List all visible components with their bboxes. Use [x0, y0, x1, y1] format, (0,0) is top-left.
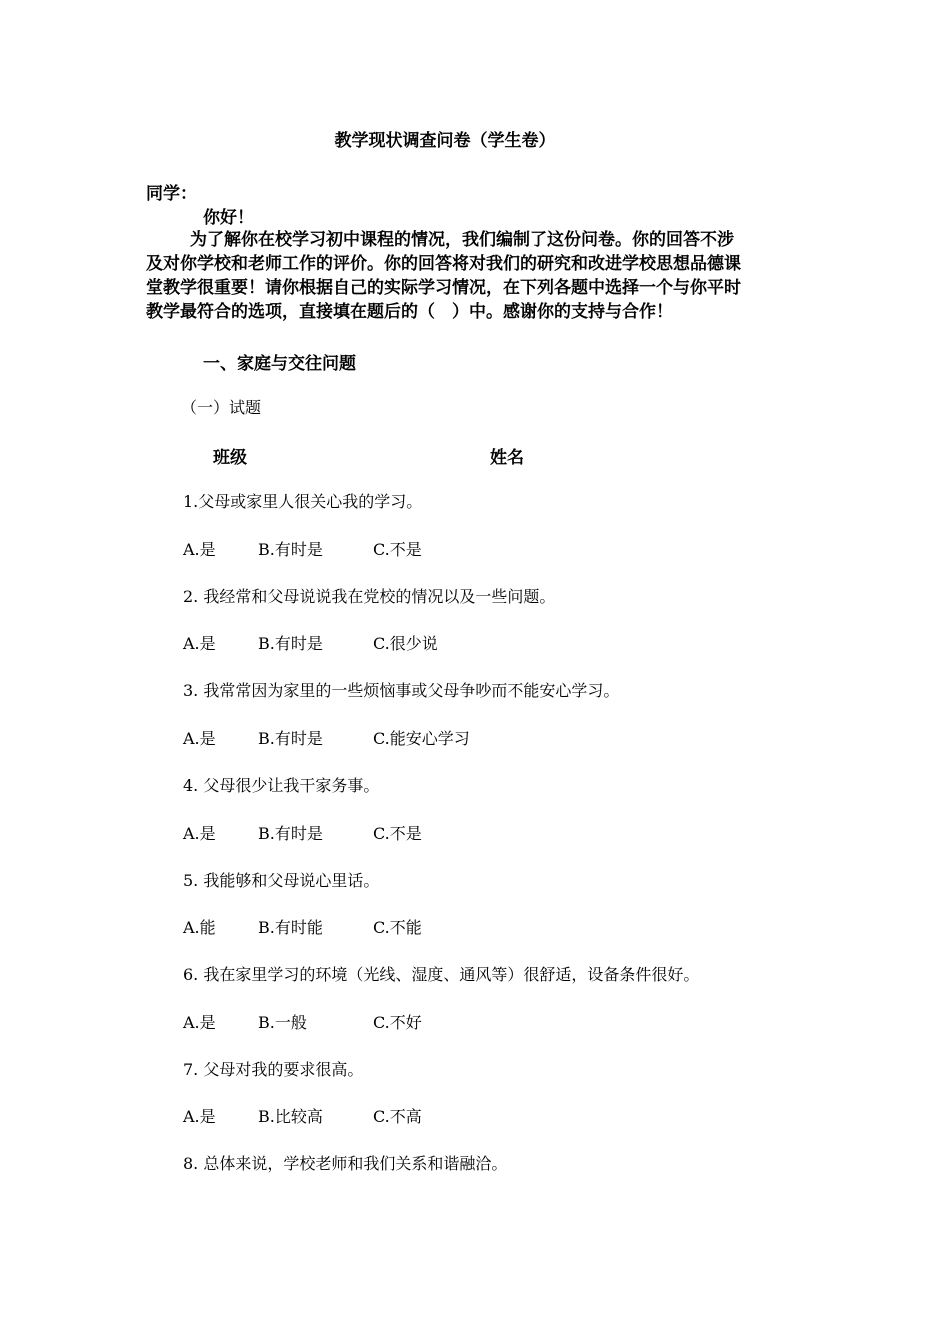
intro-line: 及对你学校和老师工作的评价。你的回答将对我们的研究和改进学校思想品德课: [146, 254, 741, 274]
question-text: 2. 我经常和父母说说我在党校的情况以及一些问题。: [183, 587, 556, 606]
document-title: 教学现状调查问卷（学生卷）: [334, 131, 556, 151]
option-c: C.很少说: [373, 634, 438, 653]
question-text: 4. 父母很少让我干家务事。: [183, 776, 380, 795]
question-text: 6. 我在家里学习的环境（光线、湿度、通风等）很舒适，设备条件很好。: [183, 965, 700, 984]
question-text: 5. 我能够和父母说心里话。: [183, 871, 380, 890]
option-b: B.比较高: [258, 1107, 323, 1126]
question-text: 8. 总体来说，学校老师和我们关系和谐融洽。: [183, 1154, 508, 1173]
option-a: A.是: [183, 1013, 216, 1032]
intro-line: 教学最符合的选项，直接填在题后的（ ）中。感谢你的支持与合作！: [146, 302, 673, 322]
option-b: B.有时是: [258, 634, 323, 653]
option-c: C.不能: [373, 918, 422, 937]
option-b: B.有时是: [258, 824, 323, 843]
subsection-heading: （一）试题: [181, 398, 262, 417]
option-a: A.能: [183, 918, 216, 937]
option-c: C.不高: [373, 1107, 422, 1126]
option-b: B.一般: [258, 1013, 307, 1032]
option-b: B.有时是: [258, 540, 323, 559]
option-a: A.是: [183, 540, 216, 559]
name-label: 姓名: [490, 448, 524, 468]
question-text: 1.父母或家里人很关心我的学习。: [183, 492, 423, 511]
option-a: A.是: [183, 634, 216, 653]
greeting: 你好！: [203, 208, 254, 228]
option-b: B.有时是: [258, 729, 323, 748]
question-text: 3. 我常常因为家里的一些烦恼事或父母争吵而不能安心学习。: [183, 681, 620, 700]
intro-line: 为了解你在校学习初中课程的情况，我们编制了这份问卷。你的回答不涉: [190, 230, 734, 250]
intro-line: 堂教学很重要！请你根据自己的实际学习情况，在下列各题中选择一个与你平时: [146, 278, 741, 298]
option-c: C.能安心学习: [373, 729, 470, 748]
salutation: 同学：: [146, 184, 197, 204]
class-label: 班级: [213, 448, 247, 468]
option-c: C.不好: [373, 1013, 422, 1032]
section-heading: 一、家庭与交往问题: [203, 354, 356, 374]
option-a: A.是: [183, 824, 216, 843]
option-a: A.是: [183, 1107, 216, 1126]
question-text: 7. 父母对我的要求很高。: [183, 1060, 364, 1079]
option-c: C.不是: [373, 540, 422, 559]
option-c: C.不是: [373, 824, 422, 843]
option-b: B.有时能: [258, 918, 323, 937]
option-a: A.是: [183, 729, 216, 748]
